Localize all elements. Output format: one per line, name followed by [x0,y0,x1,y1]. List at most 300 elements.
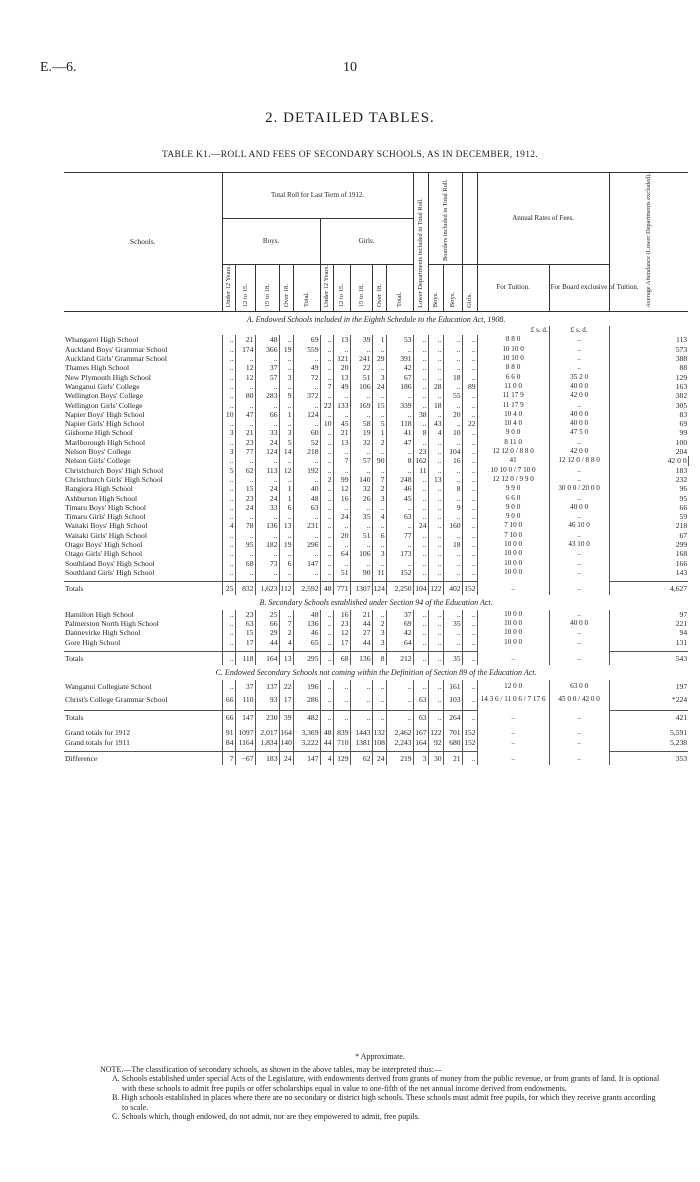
table-cell: .. [386,466,413,475]
school-name: Napier Girls' High School [65,419,145,429]
school-name: Gore High School [65,637,121,647]
table-cell: .. [462,628,477,637]
table-cell: .. [372,559,386,568]
table-cell: 10 0 0 [477,559,549,568]
table-row [64,363,688,372]
table-cell: 49 [333,382,350,391]
table-cell: .. [222,503,235,512]
table-cell: 21 [333,428,350,437]
table-cell: .. [222,628,235,637]
table-cell: .. [413,531,428,540]
school-name: Grand totals for 1911 [65,737,130,747]
table-cell: 5,238 [609,738,688,747]
table-cell: 14 3 6 / 11 0 6 / 7 17 6 [477,693,549,706]
table-cell: .. [279,475,293,484]
boarders-girls-header: Girls. [462,265,477,312]
table-cell: 3 [372,494,386,503]
school-name: Thames High School [65,363,130,373]
table-cell: .. [235,401,255,410]
table-cell: .. [320,521,333,530]
table-cell: 35 [443,651,462,665]
table-cell: .. [279,401,293,410]
table-cell: .. [320,345,333,354]
table-cell: 680 [443,738,462,747]
table-cell: 49 [293,363,320,372]
table-cell: 771 [333,582,350,596]
money-units-row: £ s. d. £ s. d. [64,326,688,335]
table-cell: .. [549,628,609,637]
table-cell: .. [413,335,428,344]
table-cell: .. [413,568,428,577]
table-cell: .. [443,466,462,475]
table-cell: .. [428,438,443,447]
table-cell: .. [320,466,333,475]
table-cell: .. [320,410,333,419]
table-row [64,610,688,619]
table-cell: 559 [293,345,320,354]
table-cell: 118 [235,651,255,665]
school-name: Totals [64,651,222,665]
school-name: New Plymouth High School [65,372,151,382]
table-cell: 99 [333,475,350,484]
table-cell: .. [549,531,609,540]
table-cell: 16 [333,494,350,503]
table-cell: 104 [413,582,428,596]
table-cell: .. [279,335,293,344]
table-cell: 51 [350,373,372,382]
table-cell: .. [372,391,386,400]
table-cell: .. [235,354,255,363]
school-name: Hamilton High School [65,609,134,619]
table-cell: .. [293,401,320,410]
table-cell: .. [333,540,350,549]
table-cell: .. [462,610,477,619]
table-cell: 12 [333,628,350,637]
roll-and-fees-table [64,172,688,765]
table-cell: 19 [350,428,372,437]
table-cell: 7 [320,382,333,391]
table-cell: 299 [609,540,688,549]
table-cell: 163 [609,382,688,391]
table-cell: 52 [293,438,320,447]
table-cell: 2,250 [386,582,413,596]
table-cell: 39 [350,335,372,344]
table-cell: 44 [255,638,279,647]
table-cell: .. [320,484,333,493]
table-cell: 12 [333,484,350,493]
table-cell: .. [222,419,235,428]
table-cell: 13 [333,335,350,344]
table-cell: .. [428,354,443,363]
table-cell: .. [320,680,333,693]
table-cell: 1,623 [255,582,279,596]
table-cell: .. [255,568,279,577]
table-row [64,540,688,549]
table-cell: .. [320,540,333,549]
girls-12to15-header: 12 to 15. [333,265,350,312]
table-cell: 5 [372,419,386,428]
table-cell: 90 [372,456,386,465]
table-cell: 9 [443,503,462,512]
table-cell: 30 0 0 / 20 0 0 [549,484,609,493]
totals-row-c [64,711,688,725]
table-cell: .. [549,651,609,665]
table-cell: 12 12 0 / 9 9 0 [477,475,549,484]
table-cell: .. [320,494,333,503]
table-cell: 47 [235,410,255,419]
table-cell: 147 [293,752,320,766]
table-cell: 112 [279,582,293,596]
table-cell: 10 10 0 [477,354,549,363]
table-cell: 113 [255,466,279,475]
table-cell: .. [333,503,350,512]
table-cell: .. [372,693,386,706]
table-cell: .. [443,419,462,428]
table-cell: .. [413,419,428,428]
table-cell: .. [549,354,609,363]
table-cell: .. [333,693,350,706]
table-cell: .. [462,619,477,628]
table-cell: 23 [333,619,350,628]
table-cell: .. [428,512,443,521]
table-cell: 10 0 0 [477,638,549,647]
table-cell: .. [428,494,443,503]
school-name: Marlborough High School [65,437,146,447]
table-cell: 91 [222,728,235,737]
table-cell: .. [320,610,333,619]
table-cell: 147 [235,711,255,725]
table-cell: 11 [372,568,386,577]
table-cell: 231 [293,521,320,530]
table-cell: .. [428,345,443,354]
table-cell: 13 [333,373,350,382]
school-name: Timaru Girls' High School [65,512,146,522]
table-cell: .. [443,638,462,647]
table-cell: 37 [235,680,255,693]
table-cell: 3 [279,373,293,382]
table-cell: 45 [386,494,413,503]
page-number: 10 [343,60,357,75]
table-cell: 11 17 9 [477,401,549,410]
table-cell: 58 [350,419,372,428]
table-cell: .. [333,521,350,530]
table-cell: 16 [443,456,462,465]
table-cell: 10 [320,419,333,428]
table-cell: 140 [280,737,292,747]
table-cell: 40 [293,484,320,493]
table-cell: 42 [386,628,413,637]
table-cell: .. [386,711,413,725]
table-cell: 10 4 0 [477,419,549,428]
table-row [64,466,688,475]
table-cell: 10 [222,410,235,419]
table-cell: 40 0 0 [549,619,609,628]
girls-15to18-header: 15 to 18. [350,265,372,312]
grand-totals-1912-row [64,728,688,737]
table-cell: 382 [609,391,688,400]
table-row [64,680,688,693]
table-cell: 15 [372,401,386,410]
table-cell: 9 [279,391,293,400]
table-cell: .. [462,540,477,549]
table-cell: 6 [372,531,386,540]
table-cell: 8 [443,484,462,493]
table-cell: .. [386,345,413,354]
table-cell: 24 [235,503,255,512]
table-cell: 4 [320,752,333,766]
table-cell: .. [350,447,372,456]
table-cell: 62 [350,752,372,766]
table-cell: .. [428,610,443,619]
table-cell: 77 [386,531,413,540]
table-cell: 152 [386,568,413,577]
table-cell: 264 [443,711,462,725]
table-cell: 46 [386,484,413,493]
table-cell: 33 [255,428,279,437]
table-cell: 10 0 0 [477,568,549,577]
table-cell: 20 [333,363,350,372]
table-cell: .. [235,549,255,558]
table-cell: 421 [609,711,688,725]
school-name: Waitaki Girls' High School [65,530,147,540]
table-cell: .. [428,680,443,693]
table-cell: 63 [413,693,428,706]
table-cell: 80 [235,391,255,400]
table-cell: 45 0 0 / 42 0 0 [549,693,609,706]
section-a-heading: A. Endowed Schools included in the Eighth Schedule to the Education Act, 1908. [246,314,506,324]
table-cell: .. [372,466,386,475]
table-row [64,391,688,400]
table-cell: .. [428,363,443,372]
table-cell: 64 [333,549,350,558]
table-row [64,494,688,503]
table-cell: .. [549,345,609,354]
table-cell: 62 [235,466,255,475]
table-cell: .. [413,391,428,400]
table-row [64,335,688,344]
table-cell: .. [333,345,350,354]
table-cell: .. [428,568,443,577]
fees-header: Annual Rates of Fees. [477,173,609,265]
table-cell: .. [462,335,477,344]
table-cell: 32 [350,438,372,447]
table-cell: 5 [279,438,293,447]
table-cell: 4 [372,512,386,521]
table-cell: 66 [222,693,235,706]
table-cell: .. [222,559,235,568]
table-cell: 63 [413,711,428,725]
table-cell: .. [372,540,386,549]
table-cell: 388 [609,354,688,363]
table-cell: 23 [413,447,428,456]
table-cell: 23 [235,438,255,447]
table-cell: .. [350,391,372,400]
table-row [64,693,688,706]
table-cell: .. [413,494,428,503]
table-cell: 1164 [235,738,255,747]
table-cell: 9 0 0 [477,428,549,437]
school-name: Nelson Boys' College [65,447,131,457]
table-cell: 186 [386,382,413,391]
table-cell: .. [549,475,609,484]
table-cell: .. [428,335,443,344]
table-cell: .. [413,610,428,619]
table-cell: .. [372,345,386,354]
table-cell: 839 [333,728,350,737]
table-cell: .. [443,401,462,410]
school-name: Wellington Boys' College [65,391,143,401]
table-cell: .. [549,335,609,344]
table-cell: 137 [255,680,279,693]
table-cell: 391 [386,354,413,363]
table-cell: 10 0 0 [477,610,549,619]
table-row [64,373,688,382]
table-cell: .. [333,466,350,475]
table-cell: .. [443,363,462,372]
table-cell: 77 [235,447,255,456]
table-cell: 9 0 0 [477,503,549,512]
table-cell: 21 [350,610,372,619]
table-cell: .. [255,531,279,540]
table-cell: .. [428,559,443,568]
table-row [64,568,688,577]
table-cell: 25 [222,582,235,596]
table-cell: 44 [350,619,372,628]
table-cell: .. [443,512,462,521]
table-cell: 11 [413,466,428,475]
table-cell: .. [372,503,386,512]
table-cell: .. [222,363,235,372]
table-cell: .. [443,628,462,637]
table-cell: 22 [320,401,333,410]
table-cell: .. [279,382,293,391]
table-cell: 65 [293,638,320,647]
table-cell: 37 [386,610,413,619]
table-cell: 48 [293,610,320,619]
table-cell: .. [235,475,255,484]
table-cell: .. [462,494,477,503]
page-title: 2. DETAILED TABLES. [265,110,435,126]
table-cell: .. [413,373,428,382]
table-cell: 12 0 0 [477,680,549,693]
table-cell: .. [255,354,279,363]
table-cell: .. [413,503,428,512]
table-cell: 23 [235,494,255,503]
table-cell: 46 [293,628,320,637]
table-cell: .. [549,728,609,737]
table-cell: 15 [235,628,255,637]
table-cell: 57 [350,456,372,465]
table-cell: .. [443,345,462,354]
table-cell: 168 [609,549,688,558]
table-cell: .. [372,680,386,693]
table-cell: 44 [320,738,333,747]
table-cell: 136 [255,521,279,530]
table-cell: 21 [443,752,462,766]
page-reference: E.—6. [40,60,77,75]
table-cell: 147 [293,559,320,568]
school-name: Nelson Girls' College [65,456,131,466]
table-cell: .. [549,363,609,372]
table-cell: 2,243 [386,738,413,747]
table-row [64,345,688,354]
table-cell: 110 [235,693,255,706]
table-cell: .. [428,521,443,530]
table-cell: .. [443,494,462,503]
section-c-heading: C. Endowed Secondary Schools not coming within the Definition of Section 89 of the Education Act. [215,668,537,678]
table-row [64,475,688,484]
girls-total-header: Total. [386,265,413,312]
table-cell: .. [222,531,235,540]
table-cell: .. [320,503,333,512]
table-cell: .. [222,494,235,503]
table-cell: 53 [386,335,413,344]
table-cell: .. [428,638,443,647]
table-cell: 18 [428,401,443,410]
table-cell: 241 [350,354,372,363]
table-cell: .. [279,456,293,465]
table-cell: *224 [609,693,688,706]
table-cell: 2 [320,475,333,484]
table-cell: 35 [350,512,372,521]
table-cell: 40 0 0 [549,382,609,391]
table-cell: .. [320,711,333,725]
table-cell: .. [462,503,477,512]
table-cell: 57 [255,373,279,382]
table-cell: .. [222,568,235,577]
school-name: Timaru Boys' High School [65,502,147,512]
table-cell: 24 [372,752,386,766]
table-cell: −67 [235,752,255,766]
table-cell: 124 [372,582,386,596]
table-cell: .. [320,354,333,363]
table-cell: 402 [443,582,462,596]
boys-over18-header: Over 18. [279,265,293,312]
table-row [64,447,688,456]
table-cell: 60 [293,428,320,437]
table-cell: .. [462,693,477,706]
table-cell: 67 [609,531,688,540]
school-name: Wanganui Collegiate School [65,681,152,691]
table-cell: .. [279,610,293,619]
table-cell: 18 [443,373,462,382]
school-name: Auckland Boys' Grammar School [65,344,168,354]
table-cell: .. [222,549,235,558]
boarders-boys-header: Boys. [443,265,462,312]
table-cell: 51 [333,568,350,577]
table-cell: 28 [428,382,443,391]
table-cell: .. [235,419,255,428]
table-row [64,619,688,628]
table-cell: .. [462,475,477,484]
table-cell: .. [320,373,333,382]
table-cell: .. [549,568,609,577]
table-row [64,401,688,410]
table-cell: .. [428,619,443,628]
table-cell: .. [549,401,609,410]
table-cell: .. [462,438,477,447]
table-cell: .. [222,484,235,493]
table-cell: .. [372,521,386,530]
table-cell: 11 0 0 [477,382,549,391]
table-cell: 1307 [350,582,372,596]
table-cell: 41 [386,428,413,437]
table-cell: 78 [235,521,255,530]
table-cell: 24 [333,512,350,521]
table-cell: .. [413,628,428,637]
table-cell: 95 [235,540,255,549]
table-cell: 12 12 0 / 8 8 0 [549,456,609,465]
